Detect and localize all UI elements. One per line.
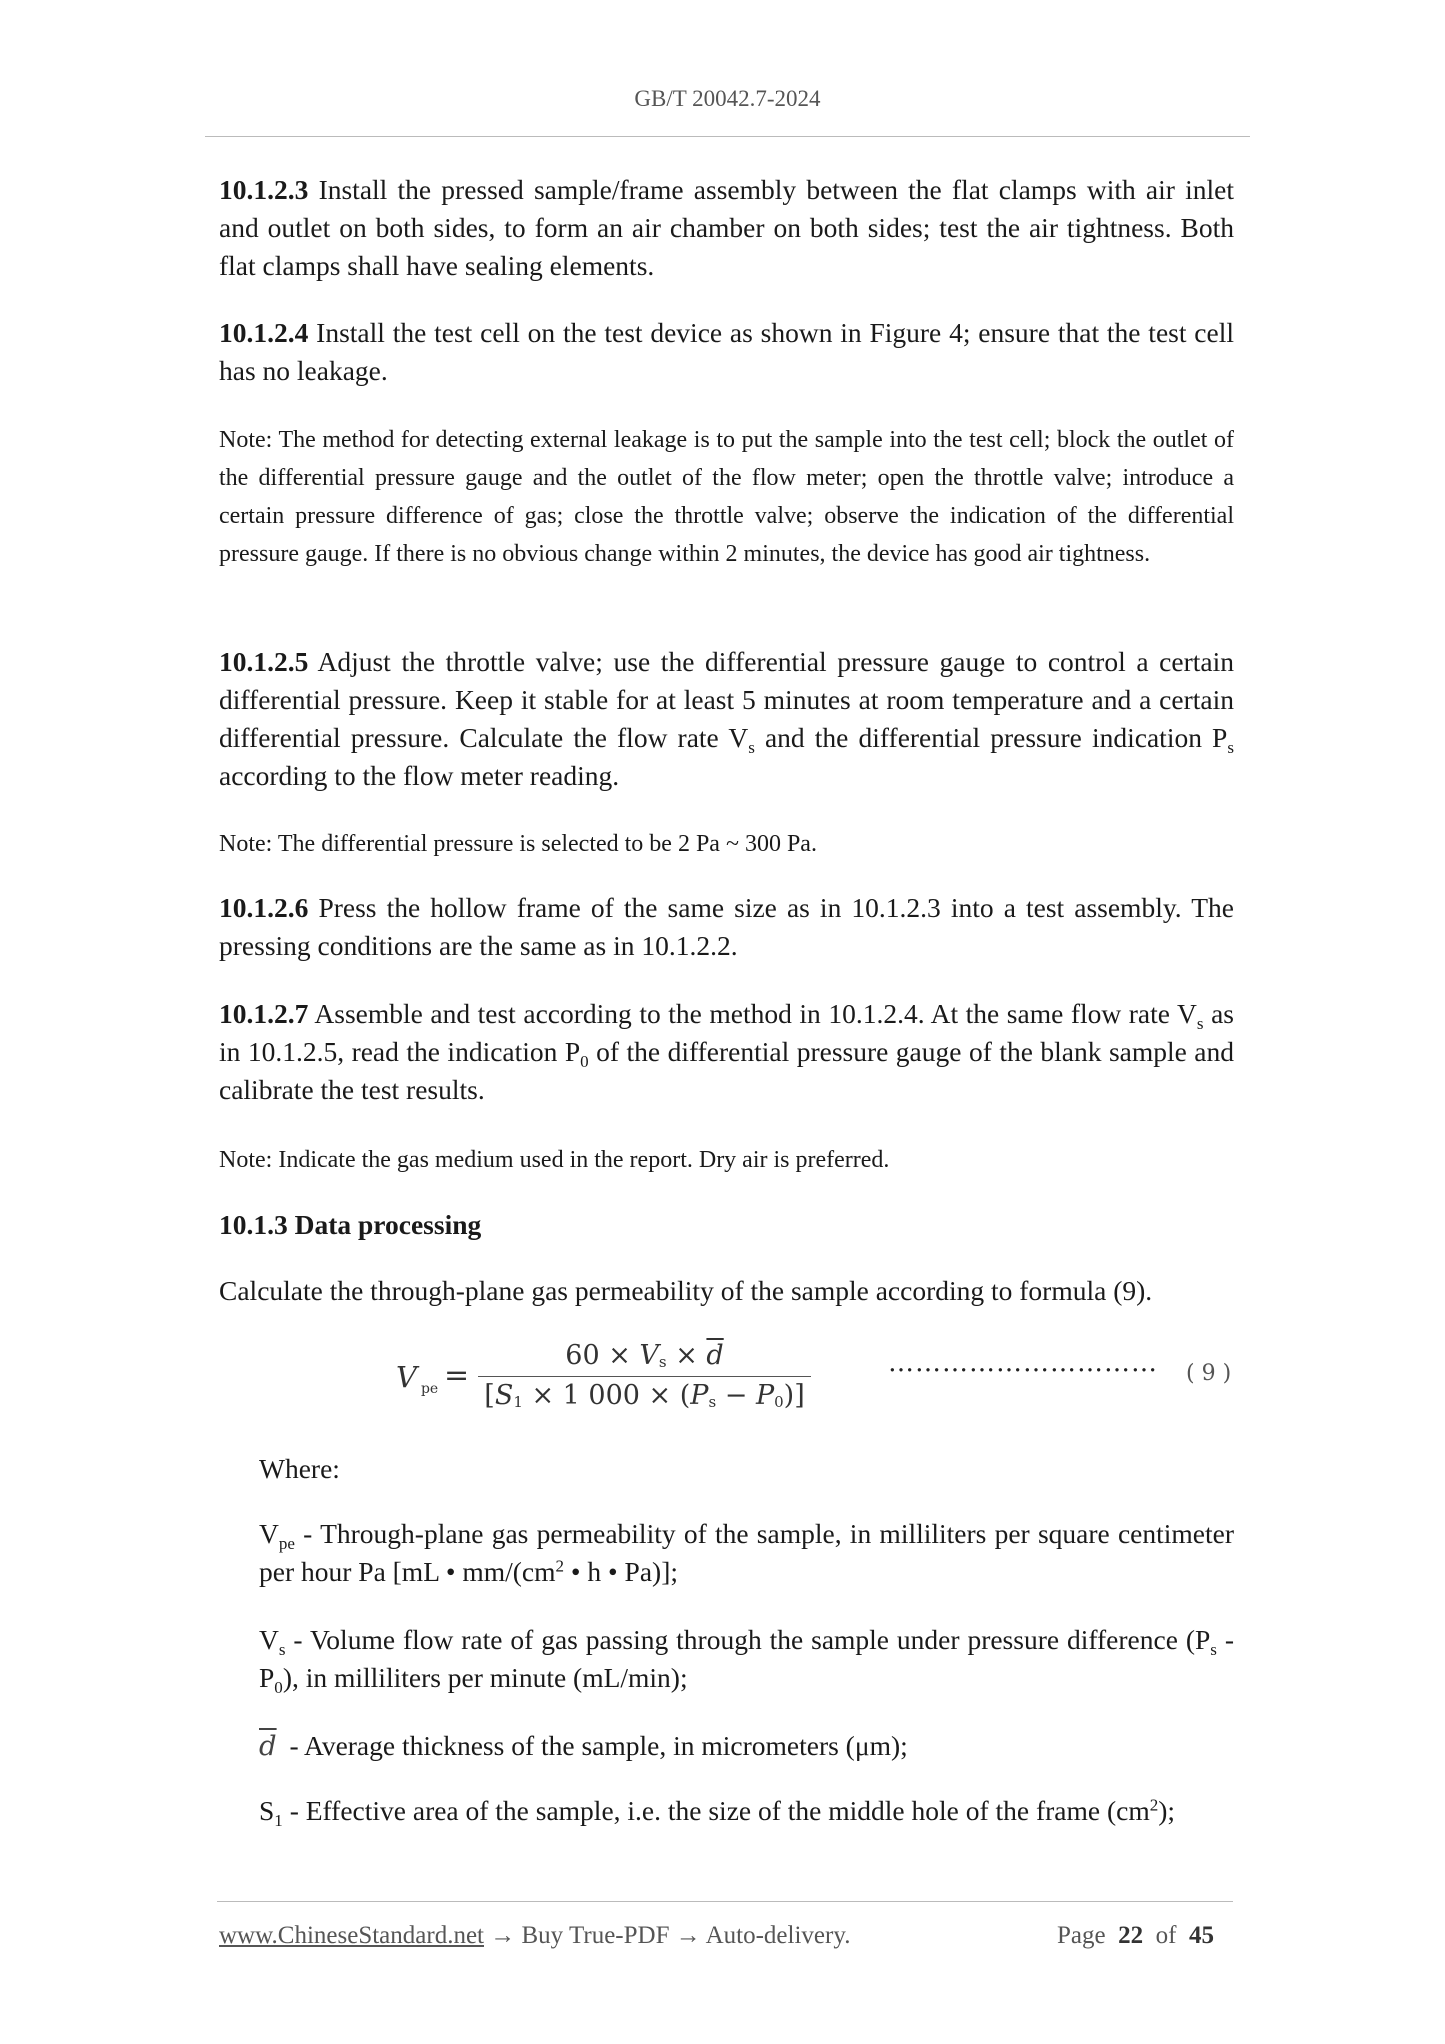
page-header: GB/T 20042.7-2024: [634, 86, 821, 111]
note-gas-medium: Note: Indicate the gas medium used in the report. Dry air is preferred.: [219, 1147, 890, 1173]
clause-text: Install the test cell on the test device as shown in Figure 4; ensure that the test cell has no leakage.: [219, 317, 1234, 386]
page-number: Page 22 of 45: [1057, 1922, 1214, 1949]
formula-9: [392, 1338, 1252, 1418]
clause-10-1-2-6: [219, 889, 1234, 965]
clause-number: 10.1.2.5: [219, 646, 309, 677]
formula-numerator: $60 \times Vs \times \overline{d}$: [565, 1340, 724, 1371]
formula-number: ( 9 ): [1186, 1361, 1232, 1386]
arrow-icon: →: [669, 1922, 706, 1949]
footer-divider: [217, 1901, 1233, 1902]
site-link[interactable]: www.ChineseStandard.net: [219, 1922, 484, 1949]
clause-number: 10.1.2.3: [219, 174, 309, 205]
header-divider: [205, 136, 1250, 137]
formula-equals: =: [444, 1358, 470, 1393]
formula-fraction: [472, 1338, 817, 1415]
note-pressure-range: Note: The differential pressure is selected to be 2 Pa ~ 300 Pa.: [219, 831, 817, 857]
def-s1: $S_1$ - Effective area of the sample, i.e. the size of the middle hole of the frame $(cm^2)$;: [259, 1795, 1176, 1830]
clause-10-1-2-3: [219, 171, 1234, 285]
where-label: Where:: [259, 1453, 340, 1484]
clause-10-1-2-7: 10.1.2.7 Assemble and test according to the method in 10.1.2.4. At the same flow rate $V_s$ as in 10.1.2.5, read the indication $P_0$ of the differential pressure gauge of the blank sample and calibrate the test results.: [219, 998, 1235, 1105]
note-leakage: Note: The method for detecting external leakage is to put the sample into the test cell; block the outlet of the differential pressure gauge and the outlet of the flow meter; open the throttle valve; introduce a certain pressure difference of gas; close the throttle valve; observe the indication of the differential pressure gauge. If there is no obvious change within 2 minutes, the device has good air tightness.: [219, 427, 1234, 567]
def-d: $\overline{d}$ - Average thickness of the sample, in micrometers (μm);: [259, 1727, 1234, 1765]
clause-text: Install the pressed sample/frame assembly between the flat clamps with air inlet and outlet on both sides, to form an air chamber on both sides; test the air tightness. Both flat clamps shall have sealing elements.: [219, 174, 1234, 281]
def-vs: $V_s$ - Volume flow rate of gas passing through the sample under pressure difference $(P_s - P_0)$, in milliliters per minute (mL/min);: [259, 1624, 1234, 1697]
section-heading: 10.1.3 Data processing: [219, 1209, 482, 1240]
clause-10-1-2-4: [219, 314, 1234, 390]
formula-denominator: [S1 × 1 000 × (Ps − P0)]: [484, 1380, 805, 1411]
formula-leader-dots: …………………………: [888, 1348, 1158, 1378]
clause-number: 10.1.2.7: [219, 998, 309, 1029]
clause-number: 10.1.2.4: [219, 317, 309, 348]
formula-lhs: V $_{pe}$: [396, 1360, 439, 1397]
clause-number: 10.1.2.6: [219, 892, 309, 923]
footer-promo: www.ChineseStandard.net → Buy True-PDF → Auto-delivery.: [219, 1922, 851, 1949]
clause-10-1-2-5: 10.1.2.5 Adjust the throttle valve; use the differential pressure gauge to control a certain differential pressure. Keep it stable for at least 5 minutes at room temperature and a certain differential pressure. Calculate the flow rate $V_s$ and the differential pressure indication $P_s$ according to the flow meter reading.: [219, 646, 1234, 791]
def-vpe: $V_{pe}$ - Through-plane gas permeability of the sample, in milliliters per square centimeter per hour Pa [mL • $mm/(cm^2$ • h • Pa)];: [259, 1518, 1234, 1587]
d-bar-symbol: $\overline{d}$: [259, 1730, 277, 1762]
clause-text: Press the hollow frame of the same size as in 10.1.2.3 into a test assembly. The pressing conditions are the same as in 10.1.2.2.: [219, 892, 1234, 961]
arrow-icon: →: [484, 1922, 522, 1949]
formula-intro: Calculate the through-plane gas permeability of the sample according to formula (9).: [219, 1275, 1153, 1306]
